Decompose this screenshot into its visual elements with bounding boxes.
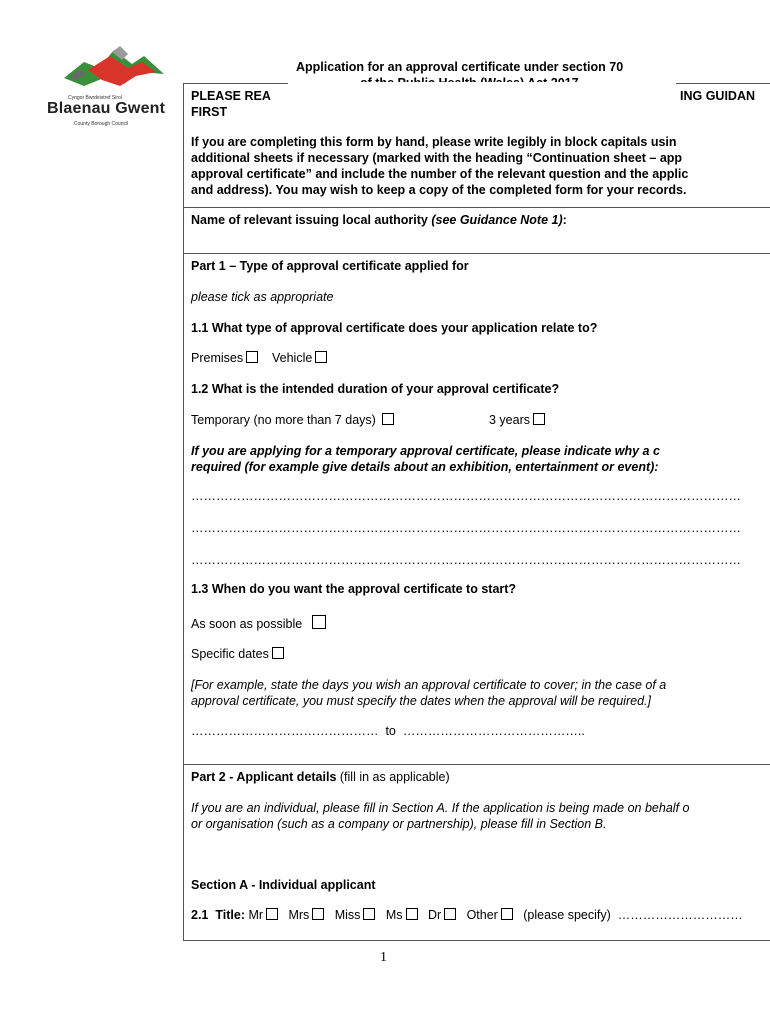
title-other-label: Other: [466, 908, 498, 922]
specific-dates-checkbox[interactable]: [272, 647, 284, 659]
asap-option: [191, 615, 326, 631]
three-years-option: [489, 413, 545, 427]
intro-line3: approval certificate” and include the number of the relevant question and the applic: [191, 167, 689, 181]
specify-label: (please specify): [523, 908, 611, 922]
title-mrs-label: Mrs: [288, 908, 310, 922]
logo-subtitle: County Borough Council: [74, 121, 129, 127]
divider: [184, 253, 770, 254]
specify-field[interactable]: …………………………: [617, 908, 743, 922]
part2-info-line2: or organisation (such as a company or partnership), please fill in Section B.: [191, 817, 607, 831]
part2-heading: Part 2 - Applicant details (fill in as applicable): [191, 770, 450, 784]
intro-line4: and address). You may wish to keep a copy of the completed form for your records.: [191, 183, 687, 197]
form-title-line1: Application for an approval certificate under section 70: [296, 60, 624, 74]
part2-info-line1: If you are an individual, please fill in Section A. If the application is being made on behalf o: [191, 801, 690, 815]
three-years-checkbox[interactable]: [533, 413, 545, 425]
question-1-3: 1.3 When do you want the approval certificate to start?: [191, 582, 517, 596]
divider: [184, 207, 770, 208]
logo-name: Blaenau Gwent: [47, 100, 166, 117]
intro-line1: If you are completing this form by hand, please write legibly in block capitals usin: [191, 135, 677, 149]
temporary-label: Temporary (no more than 7 days): [191, 413, 376, 427]
logo-emblem-icon: [44, 42, 174, 102]
three-years-label: 3 years: [489, 413, 530, 427]
asap-label: As soon as possible: [191, 617, 303, 631]
notice-line2: FIRST: [191, 105, 228, 119]
vehicle-checkbox[interactable]: [315, 351, 327, 363]
authority-note: (see Guidance Note 1): [431, 213, 563, 227]
title-other-checkbox[interactable]: [501, 908, 513, 920]
example-line2: approval certificate, you must specify the dates when the approval will be required.]: [191, 694, 651, 708]
temporary-option: [191, 413, 394, 427]
notice-line1a: PLEASE REA: [191, 89, 271, 103]
temporary-checkbox[interactable]: [382, 413, 394, 425]
title-mr-checkbox[interactable]: [266, 908, 278, 920]
type-options: [191, 351, 327, 365]
question-1-2: 1.2 What is the intended duration of your approval certificate?: [191, 382, 560, 396]
date-to-label: to: [385, 724, 396, 738]
specific-dates-label: Specific dates: [191, 647, 269, 661]
title-miss-label: Miss: [334, 908, 361, 922]
part1-heading: Part 1 – Type of approval certificate applied for: [191, 259, 469, 273]
temporary-reason-line3[interactable]: ……………………………………………………………………………………………………………………: [191, 553, 741, 567]
premises-checkbox[interactable]: [246, 351, 258, 363]
title-ms-checkbox[interactable]: [406, 908, 418, 920]
temporary-reason-line2[interactable]: ……………………………………………………………………………………………………………………: [191, 521, 741, 535]
title-label: Title:: [215, 908, 245, 922]
notice-line1b: ING GUIDAN: [680, 89, 755, 103]
section-a-heading: Section A - Individual applicant: [191, 878, 376, 892]
title-dr-label: Dr: [427, 908, 442, 922]
premises-label: Premises: [191, 351, 244, 365]
date-from-field[interactable]: ………………………………………: [191, 724, 379, 738]
title-mrs-checkbox[interactable]: [312, 908, 324, 920]
question-1-1: 1.1 What type of approval certificate does your application relate to?: [191, 321, 598, 335]
temporary-reason-line1[interactable]: ……………………………………………………………………………………………………………………: [191, 489, 741, 503]
authority-label: Name of relevant issuing local authority (see Guidance Note 1):: [191, 213, 567, 227]
temporary-note-line2: required (for example give details about an exhibition, entertainment or event):: [191, 460, 659, 474]
intro-line2: additional sheets if necessary (marked with the heading “Continuation sheet – app: [191, 151, 683, 165]
title-dr-checkbox[interactable]: [444, 908, 456, 920]
example-line1: [For example, state the days you wish an approval certificate to cover; in the case of a: [191, 678, 667, 692]
vehicle-label: Vehicle: [272, 351, 313, 365]
temporary-note-line1: If you are applying for a temporary approval certificate, please indicate why a c: [191, 444, 660, 458]
date-range: [191, 724, 585, 738]
title-ms-label: Ms: [385, 908, 403, 922]
tick-instruction: please tick as appropriate: [191, 290, 334, 304]
asap-checkbox[interactable]: [312, 615, 326, 629]
date-to-field[interactable]: ……………………………………..: [402, 724, 585, 738]
page-number: 1: [380, 950, 387, 965]
title-mr-label: Mr: [248, 908, 264, 922]
form-frame: [183, 83, 770, 941]
divider: [184, 764, 770, 765]
logo-welsh-text: Cyngor Bwrdeistref Sirol: [68, 95, 122, 101]
title-miss-checkbox[interactable]: [363, 908, 375, 920]
specific-dates-option: [191, 647, 284, 661]
part2-heading-note: (fill in as applicable): [336, 770, 450, 784]
question-2-1: 2.1 Title: Mr Mrs Miss Ms Dr Other (please specify) …………………………: [191, 908, 743, 922]
